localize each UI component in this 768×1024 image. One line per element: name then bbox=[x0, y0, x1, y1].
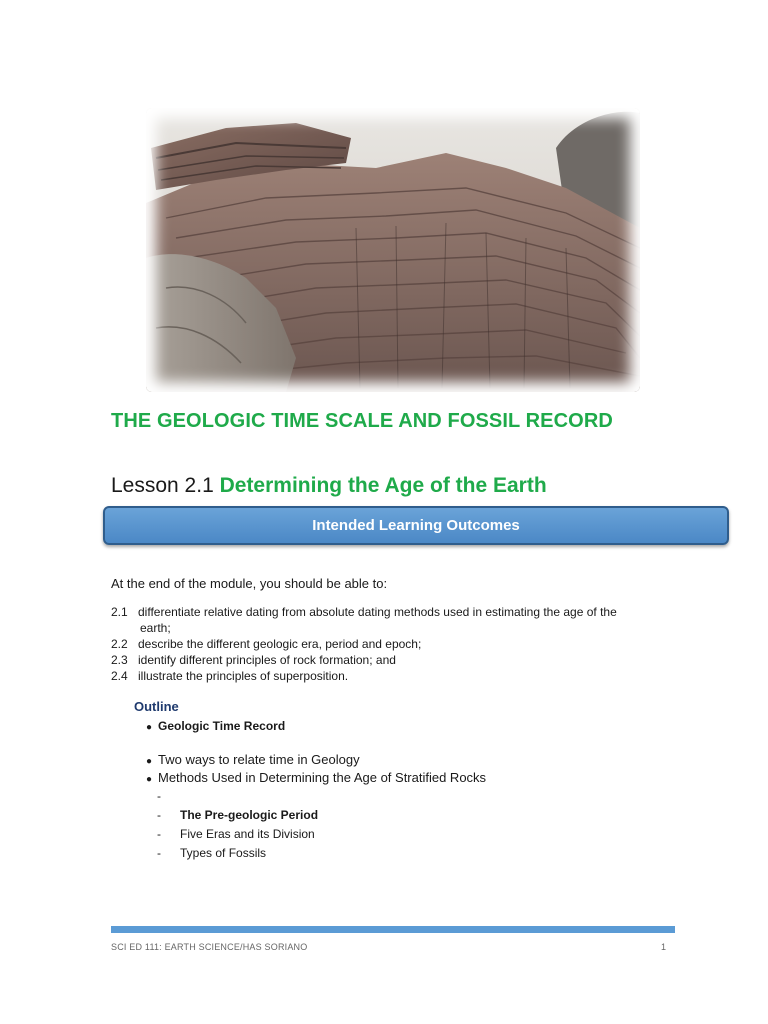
footer-course-label: SCI ED 111: EARTH SCIENCE/HAS SORIANO bbox=[111, 942, 308, 952]
list-item: - Five Eras and its Division bbox=[157, 827, 315, 841]
outcome-number: 2.4 bbox=[111, 669, 128, 683]
outcome-text: describe the different geologic era, period and epoch; bbox=[138, 637, 422, 651]
learning-outcomes-banner bbox=[103, 506, 729, 545]
page-title: THE GEOLOGIC TIME SCALE AND FOSSIL RECORD bbox=[111, 410, 613, 432]
banner-label: Intended Learning Outcomes bbox=[312, 517, 520, 534]
outcome-text: identify different principles of rock formation; and bbox=[138, 653, 396, 667]
outline-list-primary bbox=[146, 719, 285, 737]
outcome-text: differentiate relative dating from absolute dating methods used in estimating the age of the bbox=[138, 605, 617, 619]
outline-list-secondary bbox=[146, 752, 486, 788]
outcome-number: 2.1 bbox=[111, 605, 128, 619]
outcome-item bbox=[111, 604, 681, 636]
intro-text: At the end of the module, you should be able to: bbox=[111, 576, 388, 591]
list-item: - The Pre-geologic Period bbox=[157, 808, 319, 822]
page-number: 1 bbox=[661, 942, 667, 952]
outline-heading: Outline bbox=[134, 699, 179, 714]
bullet-icon: ● bbox=[146, 756, 153, 767]
lesson-number: Lesson 2.1 bbox=[111, 474, 214, 497]
list-item: - bbox=[157, 789, 161, 803]
footer-divider bbox=[111, 926, 675, 933]
list-item: ● Two ways to relate time in Geology bbox=[146, 752, 360, 767]
list-item: - Types of Fossils bbox=[157, 846, 267, 860]
outcome-number: 2.3 bbox=[111, 653, 128, 667]
outcome-text: illustrate the principles of superposition. bbox=[138, 669, 349, 683]
outline-sublist bbox=[157, 789, 318, 865]
list-item: ● Methods Used in Determining the Age of Stratified Rocks bbox=[146, 770, 487, 785]
outcome-item bbox=[111, 652, 681, 668]
outcome-item bbox=[111, 668, 681, 684]
rock-strata-illustration bbox=[146, 108, 640, 392]
bullet-icon: ● bbox=[146, 722, 153, 733]
list-item: ● Geologic Time Record bbox=[146, 719, 286, 733]
lesson-heading bbox=[111, 474, 547, 498]
outcome-number: 2.2 bbox=[111, 637, 128, 651]
outcomes-list bbox=[111, 604, 681, 684]
outcome-item bbox=[111, 636, 681, 652]
bullet-icon: ● bbox=[146, 774, 153, 785]
lesson-title: Determining the Age of the Earth bbox=[219, 474, 547, 497]
outcome-text-continued: earth; bbox=[140, 621, 171, 635]
rock-strata-photo bbox=[146, 108, 640, 392]
